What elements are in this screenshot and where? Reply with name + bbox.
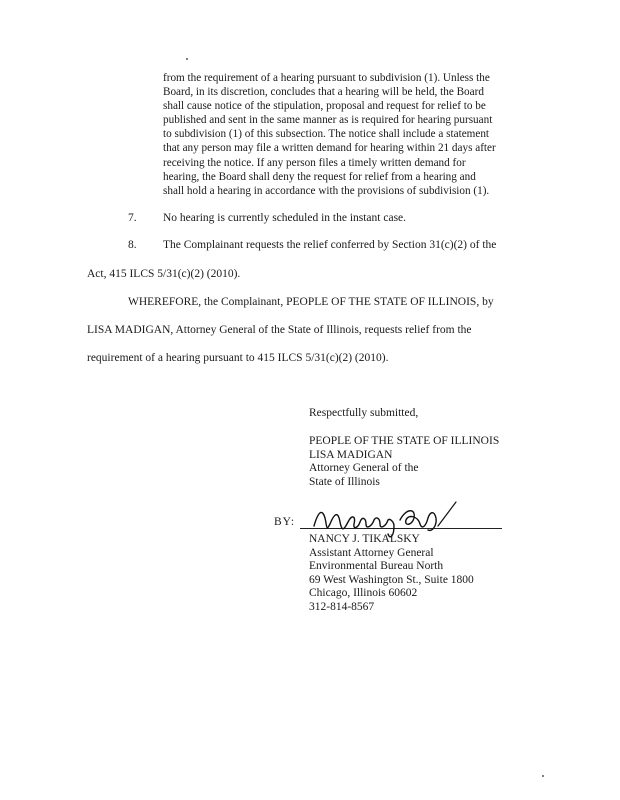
signer-block	[309, 533, 474, 615]
party-line: LISA MADIGAN	[309, 448, 393, 461]
scan-speck	[542, 775, 544, 777]
quote-line: from the requirement of a hearing pursuant to subdivision (1). Unless the	[163, 72, 490, 84]
paragraph-8-continuation: Act, 415 ILCS 5/31(c)(2) (2010).	[87, 268, 241, 280]
party-line: PEOPLE OF THE STATE OF ILLINOIS	[309, 435, 500, 447]
scan-speck	[186, 58, 188, 60]
quote-line: shall cause notice of the stipulation, proposal and request for relief to be	[163, 100, 486, 113]
signer-city: Chicago, Illinois 60602	[309, 587, 418, 600]
paragraph-7-text: No hearing is currently scheduled in the instant case.	[163, 212, 407, 224]
signer-bureau: Environmental Bureau North	[309, 560, 444, 573]
party-line: State of Illinois	[309, 475, 380, 488]
quote-line: published and sent in the same manner as is required for hearing pursuant	[163, 114, 493, 127]
signer-address: 69 West Washington St., Suite 1800	[309, 573, 474, 586]
quote-line: Board, in its discretion, concludes that a hearing will be held, the Board	[163, 86, 484, 99]
quote-line: shall hold a hearing in accordance with the provisions of subdivision (1).	[163, 184, 490, 197]
quote-line: hearing, the Board shall deny the request for relief from a hearing and	[163, 170, 476, 183]
wherefore-line: LISA MADIGAN, Attorney General of the State of Illinois, requests relief from the	[87, 324, 472, 336]
closing-text: Respectfully submitted,	[309, 407, 419, 419]
signer-phone: 312-814-8567	[309, 600, 375, 613]
wherefore-line: WHEREFORE, the Complainant, PEOPLE OF THE STATE OF ILLINOIS, by	[128, 296, 494, 308]
paragraph-number-8: 8.	[128, 239, 137, 251]
paragraph-8-text: The Complainant requests the relief conferred by Section 31(c)(2) of the	[163, 239, 497, 251]
quote-line: to subdivision (1) of this subsection. The notice shall include a statement	[163, 128, 490, 141]
by-label: BY:	[274, 516, 296, 528]
quote-line: that any person may file a written demand for hearing within 21 days after	[163, 142, 496, 155]
closing-block	[309, 407, 418, 421]
signer-title: Assistant Attorney General	[309, 546, 434, 559]
party-line: Attorney General of the	[309, 462, 419, 475]
quote-line: receiving the notice. If any person files a timely written demand for	[163, 156, 466, 169]
paragraph-number-7: 7.	[128, 212, 137, 224]
wherefore-line: requirement of a hearing pursuant to 415 ILCS 5/31(c)(2) (2010).	[87, 352, 389, 364]
signer-name: NANCY J. TIKALSKY	[309, 533, 420, 545]
party-block	[309, 435, 499, 489]
statute-quote	[163, 71, 553, 198]
